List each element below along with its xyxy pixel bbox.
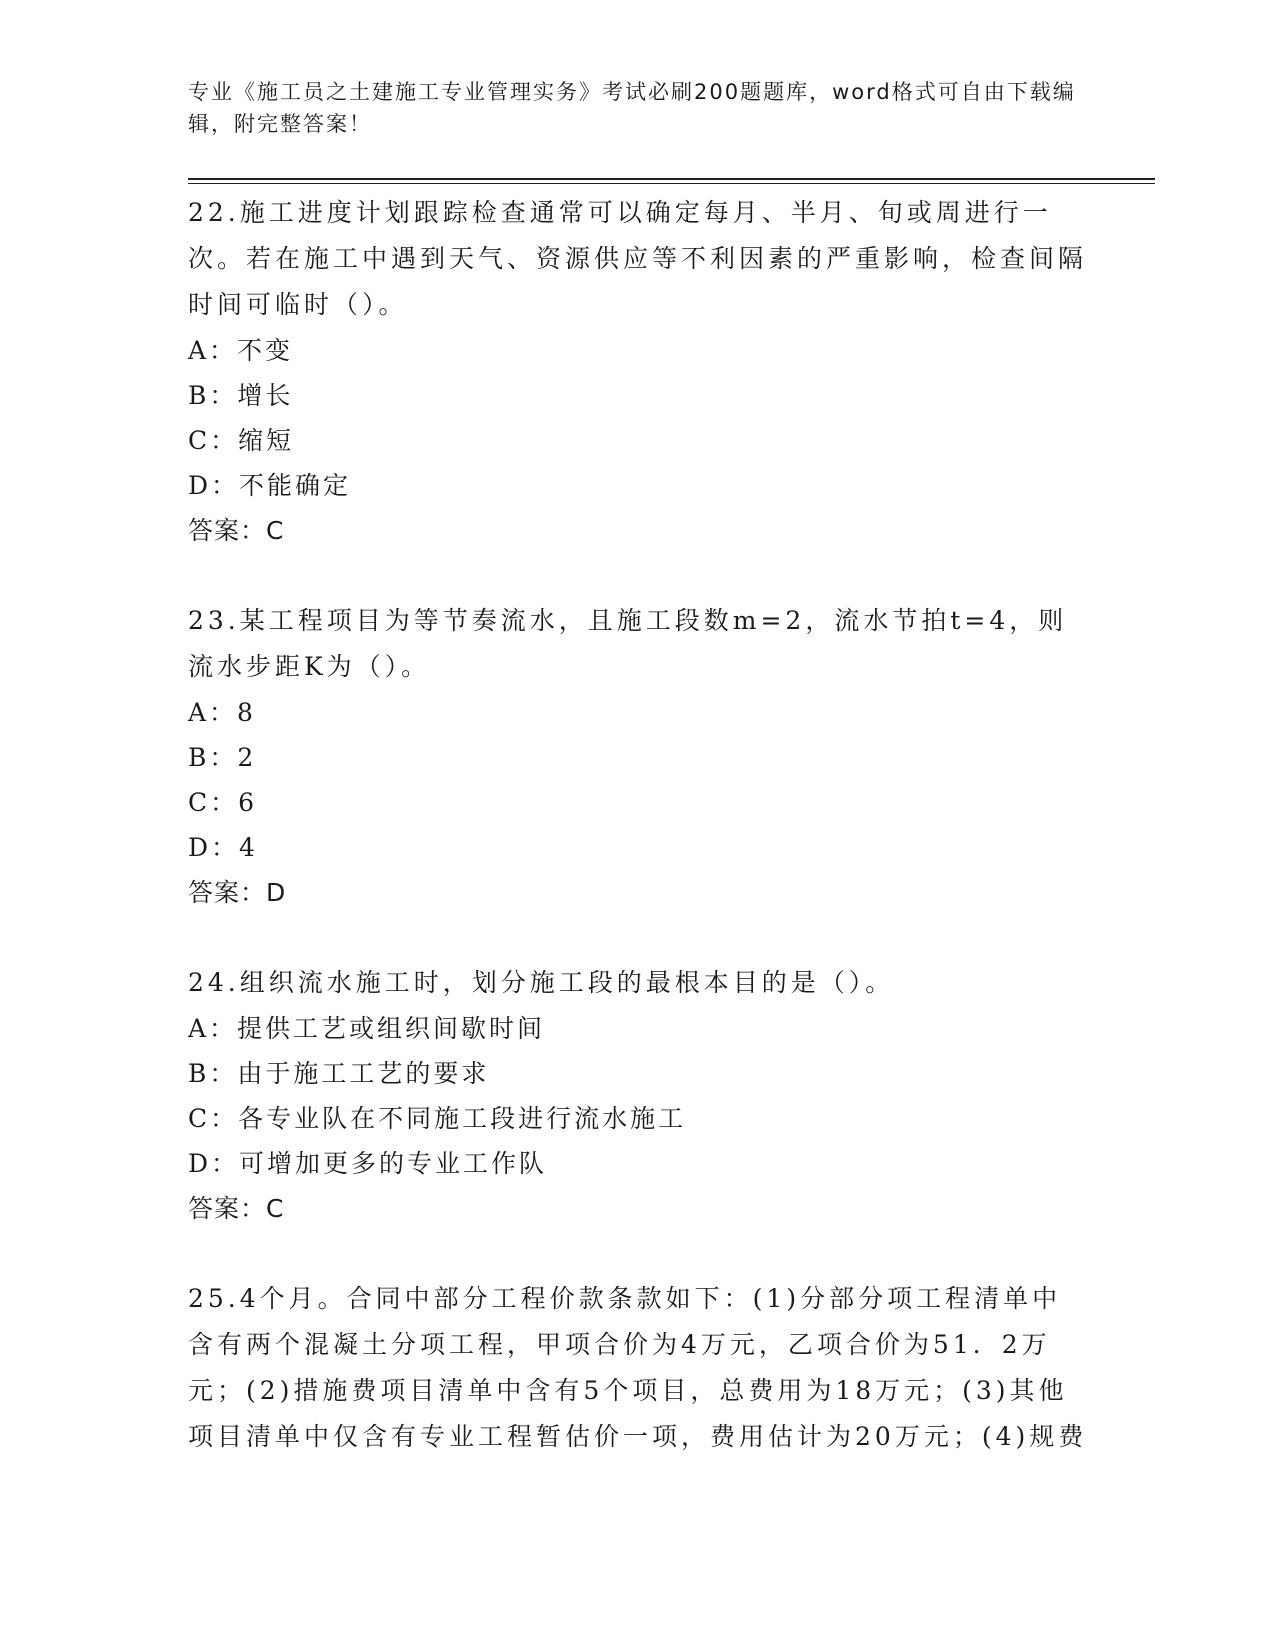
option-c: C：6 [188, 788, 258, 817]
question-25 [188, 1276, 1088, 1460]
option-a: A：提供工艺或组织间歇时间 [188, 1014, 546, 1043]
question-stem: 25.4个月。合同中部分工程价款条款如下：(1)分部分项工程清单中含有两个混凝土分项工程，甲项合价为4万元，乙项合价为51．2万元；(2)措施费项目清单中含有5个项目，总费用为18万元；(3)其他项目清单中仅含有专业工程暂估价一项，费用估计为20万元；(4)规费 [188, 1284, 1088, 1451]
option-d: D：4 [188, 833, 258, 862]
option-b: B：由于施工工艺的要求 [188, 1059, 490, 1088]
question-23 [188, 598, 1088, 916]
question-24 [188, 960, 1088, 1232]
header-divider-thin [188, 183, 1155, 184]
question-stem: 22.施工进度计划跟踪检查通常可以确定每月、半月、旬或周进行一次。若在施工中遇到天气、资源供应等不利因素的严重影响，检查间隔时间可临时（）。 [188, 198, 1088, 319]
answer: 答案：C [188, 516, 285, 545]
document-header: 专业《施工员之土建施工专业管理实务》考试必刷200题题库，word格式可自由下载编辑，附完整答案！ [188, 80, 1076, 136]
question-stem: 23.某工程项目为等节奏流水，且施工段数m=2，流水节拍t=4，则流水步距K为（）。 [188, 606, 1068, 681]
answer: 答案：D [188, 878, 287, 907]
header-divider-thick [188, 178, 1155, 180]
option-b: B：2 [188, 743, 257, 772]
option-d: D：可增加更多的专业工作队 [188, 1149, 548, 1178]
question-22 [188, 190, 1088, 554]
option-a: A：8 [188, 698, 256, 727]
option-d: D：不能确定 [188, 471, 352, 500]
option-c: C：各专业队在不同施工段进行流水施工 [188, 1104, 687, 1133]
option-a: A：不变 [188, 336, 294, 365]
option-b: B：增长 [188, 381, 294, 410]
answer: 答案：C [188, 1194, 285, 1223]
question-list [188, 190, 1088, 1504]
option-c: C：缩短 [188, 426, 295, 455]
question-stem: 24.组织流水施工时，划分施工段的最根本目的是（）。 [188, 968, 895, 997]
